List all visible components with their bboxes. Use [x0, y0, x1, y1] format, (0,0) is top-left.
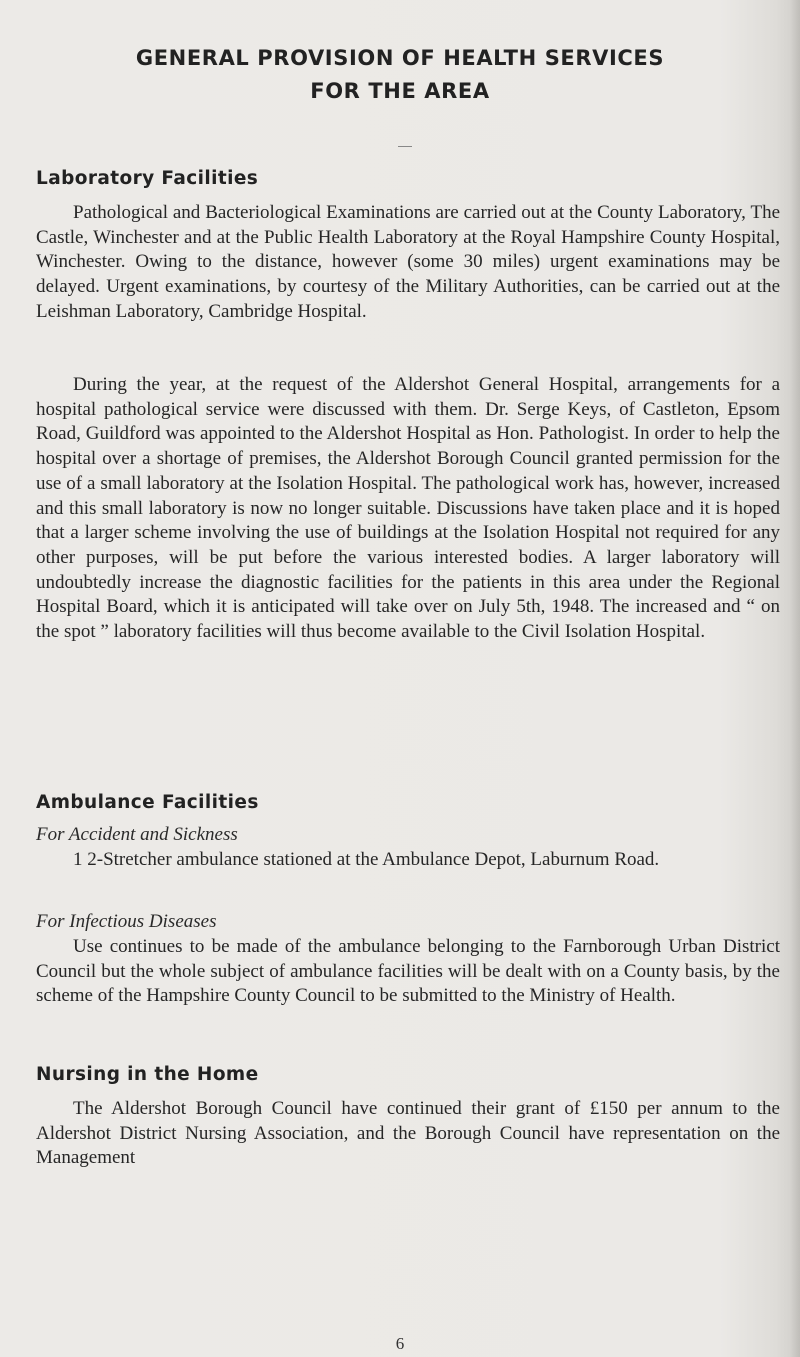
nursing-paragraph: The Aldershot Borough Council have continued their grant of £150 per annum to the Aldershot District Nursing Association, and the Borough Council have representation on the Management: [36, 1098, 780, 1169]
page-title-line-2: FOR THE AREA: [310, 79, 490, 103]
title-divider: [398, 146, 412, 147]
ambulance-accident-paragraph: 1 2-Stretcher ambulance stationed at the Ambulance Depot, Laburnum Road.: [73, 849, 660, 870]
section-heading-ambulance: Ambulance Facilities: [36, 792, 259, 813]
section-heading-laboratory: Laboratory Facilities: [36, 168, 259, 189]
subheading-infectious-diseases: For Infectious Diseases: [36, 911, 217, 932]
laboratory-paragraph-1: Pathological and Bacteriological Examinations are carried out at the County Laboratory, The Castle, Winchester and at the Public Health Laboratory at the Royal Hampshire County Hospital, Winchester. Owing to the distance, however (some 30 miles) urgent examinations may be delayed. Urgent examinations, by courtesy of the Military Authorities, can be carried out at the Leishman Laboratory, Cambridge Hospital.: [36, 202, 780, 322]
page-edge-shadow: [790, 0, 800, 1357]
ambulance-infectious-paragraph: Use continues to be made of the ambulance belonging to the Farnborough Urban District Council but the whole subject of ambulance facilities will be dealt with on a County basis, by the scheme of the Hampshire County Council to be submitted to the Ministry of Health.: [36, 936, 780, 1007]
page-title: GENERAL PROVISION OF HEALTH SERVICES: [135, 46, 665, 70]
section-heading-nursing: Nursing in the Home: [36, 1064, 259, 1085]
laboratory-paragraph-2: During the year, at the request of the Aldershot General Hospital, arrangements for a hospital pathological service were discussed with them. Dr. Serge Keys, of Castleton, Epsom Road, Guildford was appointed to the Aldershot Hospital as Hon. Pathologist. In order to help the hospital over a shortage of premises, the Aldershot Borough Council granted permission for the use of a small laboratory at the Isolation Hospital. The pathological work has, however, increased and this small laboratory is now no longer suitable. Discussions have taken place and it is hoped that a larger scheme involving the use of buildings at the Isolation Hospital not required for any other purposes, will be put before the various interested bodies. A larger laboratory will undoubtedly increase the diagnostic facilities for the patients in this area under the Regional Hospital Board, which it is anticipated will take over on July 5th, 1948. The increased and “ on the spot ” laboratory facilities will thus become available to the Civil Isolation Hospital.: [36, 374, 780, 643]
subheading-accident-sickness: For Accident and Sickness: [36, 824, 238, 845]
page-number: 6: [395, 1334, 405, 1353]
